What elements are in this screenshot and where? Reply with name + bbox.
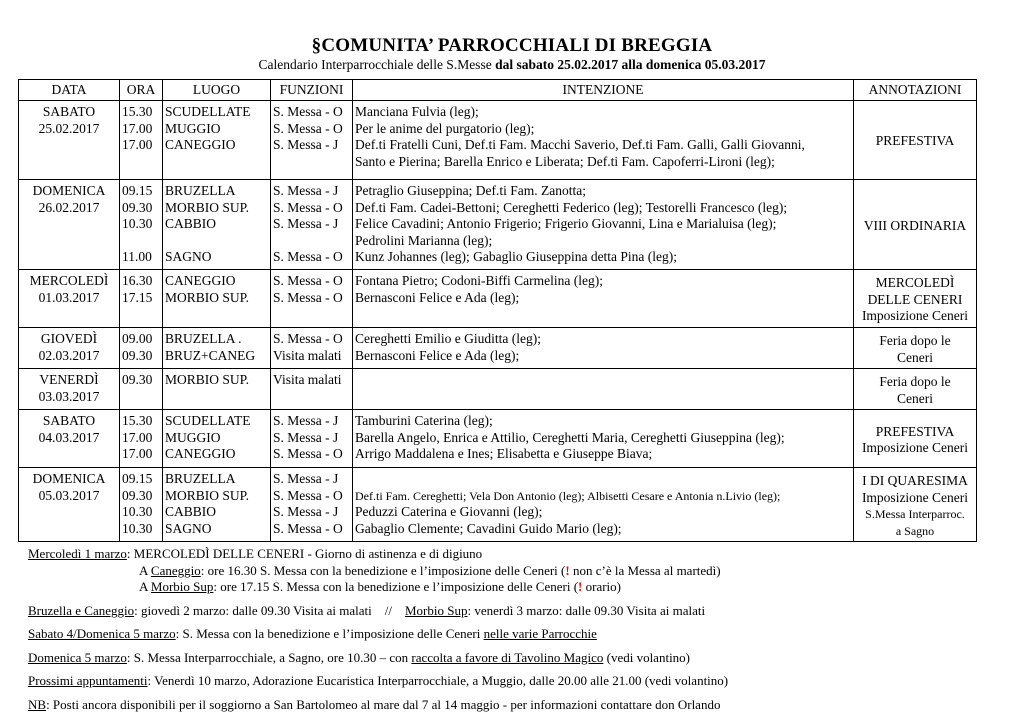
time-label: 16.30 bbox=[122, 273, 153, 288]
annotation-text: Ceneri bbox=[897, 390, 933, 406]
note-caneggio bbox=[28, 563, 728, 580]
function-label: S. Messa - O bbox=[273, 104, 343, 119]
note-text: : Venerdì 10 marzo, Adorazione Eucaristica Interparrocchiale, a Muggio, dalle 20.00 alle 21.00 (vedi volantino) bbox=[147, 673, 729, 688]
day-label: VENERDÌ bbox=[39, 372, 99, 387]
table-row bbox=[19, 101, 977, 180]
annotation-text: MERCOLEDÌ bbox=[875, 275, 955, 291]
function-label: S. Messa - O bbox=[273, 446, 343, 461]
place-label: SAGNO bbox=[165, 249, 212, 264]
mass-schedule-table bbox=[18, 79, 977, 542]
note-text: : Posti ancora disponibili per il soggiorno a San Bartolomeo al mare dal 7 al 14 maggio - per informazioni contattare don Orlando bbox=[46, 696, 721, 712]
intention-text: Def.ti Fam. Cereghetti; Vela Don Antonio (leg); Albisetti Cesare e Antonia n.Livio (leg); bbox=[355, 488, 781, 503]
intention-text: Barella Angelo, Enrica e Attilio, Cereghetti Maria, Cereghetti Giuseppina (leg); bbox=[355, 429, 785, 445]
function-label: S. Messa - O bbox=[273, 487, 343, 503]
time-label: 09.15 bbox=[122, 183, 153, 198]
note-sabato-domenica bbox=[28, 626, 728, 643]
time-label: 15.30 bbox=[122, 413, 153, 428]
annotazioni-cell bbox=[854, 369, 977, 410]
function-label bbox=[273, 233, 350, 250]
time-label: 09.00 bbox=[122, 331, 153, 346]
intenzione-cell bbox=[353, 468, 854, 542]
table-row bbox=[19, 328, 977, 369]
page-subtitle bbox=[0, 57, 1024, 73]
date-label: 26.02.2017 bbox=[38, 199, 100, 215]
note-nb bbox=[28, 697, 728, 714]
note-label: Sabato 4/Domenica 5 marzo bbox=[28, 626, 176, 641]
note-text: non c’è la Messa al martedì) bbox=[569, 562, 721, 578]
time-label bbox=[122, 233, 160, 250]
function-label: S. Messa - O bbox=[273, 331, 343, 346]
funzioni-cell bbox=[271, 101, 353, 180]
note-label: Mercoledì 1 marzo bbox=[28, 546, 127, 561]
note-text: : venerdì 3 marzo: dalle 09.30 Visita ai malati bbox=[467, 602, 706, 618]
table-row bbox=[19, 180, 977, 270]
col-header-ora: ORA bbox=[120, 80, 163, 101]
place-label: CABBIO bbox=[165, 216, 217, 231]
annotation-text: VIII ORDINARIA bbox=[863, 217, 967, 233]
annotation-text: Imposizione Ceneri bbox=[861, 440, 969, 455]
notes-section bbox=[28, 546, 728, 713]
function-label: S. Messa - O bbox=[273, 520, 343, 536]
function-label: S. Messa - J bbox=[273, 504, 339, 519]
function-label: S. Messa - O bbox=[273, 289, 343, 305]
place-label: CANEGGIO bbox=[165, 137, 236, 152]
note-label: NB bbox=[28, 696, 47, 712]
date-label: 04.03.2017 bbox=[38, 429, 100, 445]
time-label: 17.00 bbox=[122, 446, 153, 461]
intention-text bbox=[355, 471, 851, 488]
function-label: S. Messa - J bbox=[273, 429, 339, 445]
exclamation-mark: ! bbox=[565, 562, 570, 578]
ora-cell bbox=[120, 101, 163, 180]
place-label: MORBIO SUP. bbox=[165, 372, 250, 387]
day-label: DOMENICA bbox=[32, 183, 106, 198]
table-row bbox=[19, 270, 977, 328]
date-cell bbox=[19, 410, 120, 468]
intenzione-cell bbox=[353, 410, 854, 468]
date-cell bbox=[19, 369, 120, 410]
date-label: 02.03.2017 bbox=[38, 347, 100, 363]
intenzione-cell bbox=[353, 270, 854, 328]
intention-text: Bernasconi Felice e Ada (leg); bbox=[355, 289, 520, 305]
intention-text: Peduzzi Caterina e Giovanni (leg); bbox=[355, 504, 543, 519]
place-label: SCUDELLATE bbox=[165, 104, 251, 119]
table-row bbox=[19, 410, 977, 468]
intention-text: Kunz Johannes (leg); Gabaglio Giuseppina detta Pina (leg); bbox=[355, 249, 678, 264]
intention-text: Def.ti Fratelli Cuni, Def.ti Fam. Macchi Saverio, Def.ti Fam. Galli, Galli Giovanni, bbox=[355, 137, 805, 152]
note-text: : S. Messa con la benedizione e l’imposizione delle Ceneri bbox=[175, 626, 484, 641]
intention-text: Manciana Fulvia (leg); bbox=[355, 104, 479, 119]
intenzione-cell bbox=[353, 101, 854, 180]
place-label: MORBIO SUP. bbox=[165, 199, 250, 215]
luogo-cell bbox=[163, 328, 271, 369]
day-label: GIOVEDÌ bbox=[40, 331, 98, 346]
funzioni-cell bbox=[271, 369, 353, 410]
function-label: S. Messa - J bbox=[273, 413, 339, 428]
place-label: BRUZ+CANEG bbox=[165, 347, 256, 363]
function-label: S. Messa - J bbox=[273, 471, 339, 486]
luogo-cell bbox=[163, 270, 271, 328]
annotation-text: Imposizione Ceneri bbox=[861, 308, 969, 324]
note-label: Morbio Sup bbox=[150, 579, 214, 594]
intention-text: Bernasconi Felice e Ada (leg); bbox=[355, 347, 520, 363]
note-text: (vedi volantino) bbox=[603, 649, 691, 665]
annotazioni-cell bbox=[854, 328, 977, 369]
col-header-intenzione: INTENZIONE bbox=[353, 80, 854, 101]
time-label: 11.00 bbox=[122, 249, 152, 264]
note-label: Prossimi appuntamenti bbox=[28, 673, 148, 688]
note-prossimi bbox=[28, 673, 728, 690]
time-label: 10.30 bbox=[122, 216, 153, 231]
function-label: Visita malati bbox=[273, 372, 342, 387]
place-label bbox=[165, 233, 268, 250]
intenzione-cell bbox=[353, 328, 854, 369]
date-label: 03.03.2017 bbox=[38, 388, 100, 404]
time-label: 17.00 bbox=[122, 137, 153, 152]
place-label: CANEGGIO bbox=[165, 446, 236, 461]
intention-text: Tamburini Caterina (leg); bbox=[355, 413, 493, 428]
ora-cell bbox=[120, 410, 163, 468]
funzioni-cell bbox=[271, 328, 353, 369]
note-text: : MERCOLEDÌ DELLE CENERI - Giorno di astinenza e di digiuno bbox=[126, 546, 483, 561]
ora-cell bbox=[120, 369, 163, 410]
time-label: 09.30 bbox=[122, 347, 153, 363]
function-label: S. Messa - J bbox=[273, 137, 339, 152]
date-cell bbox=[19, 101, 120, 180]
annotation-text: Ceneri bbox=[897, 349, 933, 365]
intention-text: Pedrolini Marianna (leg); bbox=[355, 232, 493, 248]
funzioni-cell bbox=[271, 468, 353, 542]
time-label: 15.30 bbox=[122, 104, 153, 119]
note-text: : S. Messa Interparrocchiale, a Sagno, ore 10.30 – con bbox=[126, 649, 412, 665]
luogo-cell bbox=[163, 468, 271, 542]
luogo-cell bbox=[163, 410, 271, 468]
time-label: 09.30 bbox=[122, 372, 153, 387]
table-row bbox=[19, 468, 977, 542]
day-label: DOMENICA bbox=[32, 471, 106, 486]
function-label: S. Messa - O bbox=[273, 273, 343, 288]
ora-cell bbox=[120, 468, 163, 542]
day-label: SABATO bbox=[42, 104, 96, 119]
note-label: Domenica 5 marzo bbox=[28, 649, 127, 665]
date-cell bbox=[19, 270, 120, 328]
ora-cell bbox=[120, 270, 163, 328]
intention-text: Fontana Pietro; Codoni-Biffi Carmelina (leg); bbox=[355, 273, 603, 288]
intenzione-cell bbox=[353, 180, 854, 270]
function-label: Visita malati bbox=[273, 347, 342, 363]
function-label: S. Messa - J bbox=[273, 216, 339, 231]
annotazioni-cell bbox=[854, 410, 977, 468]
subtitle-prefix: Calendario Interparrocchiale delle S.Messe bbox=[258, 57, 496, 72]
date-cell bbox=[19, 468, 120, 542]
ora-cell bbox=[120, 180, 163, 270]
annotation-text: DELLE CENERI bbox=[867, 291, 963, 307]
time-label: 10.30 bbox=[122, 520, 153, 536]
intenzione-cell bbox=[353, 369, 854, 410]
date-label: 25.02.2017 bbox=[38, 120, 100, 136]
note-text: A bbox=[139, 579, 151, 594]
place-label: MORBIO SUP. bbox=[165, 487, 250, 503]
intention-text: Felice Cavadini; Antonio Frigerio; Frigerio Giovanni, Lina e Marialuisa (leg); bbox=[355, 216, 777, 231]
luogo-cell bbox=[163, 101, 271, 180]
place-label: SCUDELLATE bbox=[165, 413, 251, 428]
exclamation-mark: ! bbox=[578, 579, 583, 594]
annotation-text: Imposizione Ceneri bbox=[861, 489, 969, 505]
place-label: CANEGGIO bbox=[165, 273, 236, 288]
page-title: §COMUNITA’ PARROCCHIALI DI BREGGIA bbox=[311, 35, 713, 56]
date-label: 05.03.2017 bbox=[38, 487, 100, 503]
intention-text: Gabaglio Clemente; Cavadini Guido Mario (leg); bbox=[355, 520, 622, 536]
function-label: S. Messa - J bbox=[273, 183, 339, 198]
table-row bbox=[19, 369, 977, 410]
annotation-text: Feria dopo le bbox=[879, 374, 951, 389]
place-label: BRUZELLA . bbox=[165, 331, 242, 346]
place-label: BRUZELLA bbox=[165, 471, 236, 486]
time-label: 09.15 bbox=[122, 471, 153, 486]
annotazioni-cell bbox=[854, 101, 977, 180]
date-cell bbox=[19, 180, 120, 270]
note-mercoledi bbox=[28, 546, 728, 563]
annotazioni-cell bbox=[854, 468, 977, 542]
annotation-text: Feria dopo le bbox=[879, 333, 951, 348]
note-domenica bbox=[28, 650, 728, 667]
annotazioni-cell bbox=[854, 180, 977, 270]
place-label: BRUZELLA bbox=[165, 183, 236, 198]
annotation-text: S.Messa Interparroc. bbox=[865, 507, 965, 521]
note-text: : ore 17.15 S. Messa con la benedizione e l’imposizione delle Ceneri ( bbox=[213, 579, 579, 594]
time-label: 17.00 bbox=[122, 120, 153, 136]
place-label: MUGGIO bbox=[165, 120, 221, 136]
col-header-funzioni: FUNZIONI bbox=[271, 80, 353, 101]
annotation-text: PREFESTIVA bbox=[875, 423, 955, 439]
note-visita-malati bbox=[28, 603, 728, 620]
place-label: SAGNO bbox=[165, 520, 212, 536]
funzioni-cell bbox=[271, 180, 353, 270]
note-label: Bruzella e Caneggio bbox=[28, 602, 135, 618]
day-label: SABATO bbox=[42, 413, 96, 428]
time-label: 09.30 bbox=[122, 487, 153, 503]
note-text: A bbox=[139, 562, 151, 578]
luogo-cell bbox=[163, 369, 271, 410]
date-cell bbox=[19, 328, 120, 369]
time-label: 09.30 bbox=[122, 199, 153, 215]
table-header-row bbox=[19, 80, 977, 101]
intention-text: Cereghetti Emilio e Giuditta (leg); bbox=[355, 331, 541, 346]
col-header-data: DATA bbox=[19, 80, 120, 101]
function-label: S. Messa - O bbox=[273, 120, 343, 136]
intention-text: Per le anime del purgatorio (leg); bbox=[355, 120, 535, 136]
function-label: S. Messa - O bbox=[273, 249, 343, 264]
intention-text: Def.ti Fam. Cadei-Bettoni; Cereghetti Federico (leg); Testorelli Francesco (leg); bbox=[355, 199, 788, 215]
col-header-luogo: LUOGO bbox=[163, 80, 271, 101]
time-label: 17.00 bbox=[122, 429, 153, 445]
note-text: : ore 16.30 S. Messa con la benedizione e l’imposizione delle Ceneri ( bbox=[200, 562, 566, 578]
ora-cell bbox=[120, 328, 163, 369]
place-label: MORBIO SUP. bbox=[165, 289, 250, 305]
annotation-text: I DI QUARESIMA bbox=[862, 473, 968, 488]
funzioni-cell bbox=[271, 270, 353, 328]
intention-text: Petraglio Giuseppina; Def.ti Fam. Zanotta; bbox=[355, 183, 586, 198]
note-text: : giovedì 2 marzo: dalle 09.30 Visita ai malati // bbox=[134, 602, 405, 618]
annotation-text: PREFESTIVA bbox=[875, 133, 955, 149]
intention-text: Santo e Pierina; Barella Enrico e Liberata; Def.ti Fam. Capoferri-Lironi (leg); bbox=[355, 153, 775, 169]
col-header-annotazioni: ANNOTAZIONI bbox=[854, 80, 977, 101]
note-label: nelle varie Parrocchie bbox=[483, 626, 597, 641]
luogo-cell bbox=[163, 180, 271, 270]
place-label: MUGGIO bbox=[165, 429, 221, 445]
annotation-text: a Sagno bbox=[895, 523, 935, 538]
place-label: CABBIO bbox=[165, 504, 217, 519]
note-label: Caneggio bbox=[150, 562, 201, 578]
time-label: 10.30 bbox=[122, 504, 153, 519]
note-label: raccolta a favore di Tavolino Magico bbox=[411, 649, 604, 665]
note-morbio bbox=[28, 579, 728, 596]
subtitle-date-range: dal sabato 25.02.2017 alla domenica 05.03.2017 bbox=[495, 57, 766, 72]
note-text: orario) bbox=[582, 579, 621, 594]
time-label: 17.15 bbox=[122, 289, 153, 305]
intention-text: Arrigo Maddalena e Ines; Elisabetta e Giuseppe Biava; bbox=[355, 446, 653, 461]
date-label: 01.03.2017 bbox=[38, 289, 100, 305]
note-label: Morbio Sup bbox=[404, 602, 468, 618]
function-label: S. Messa - O bbox=[273, 199, 343, 215]
day-label: MERCOLEDÌ bbox=[29, 273, 109, 288]
annotazioni-cell bbox=[854, 270, 977, 328]
funzioni-cell bbox=[271, 410, 353, 468]
